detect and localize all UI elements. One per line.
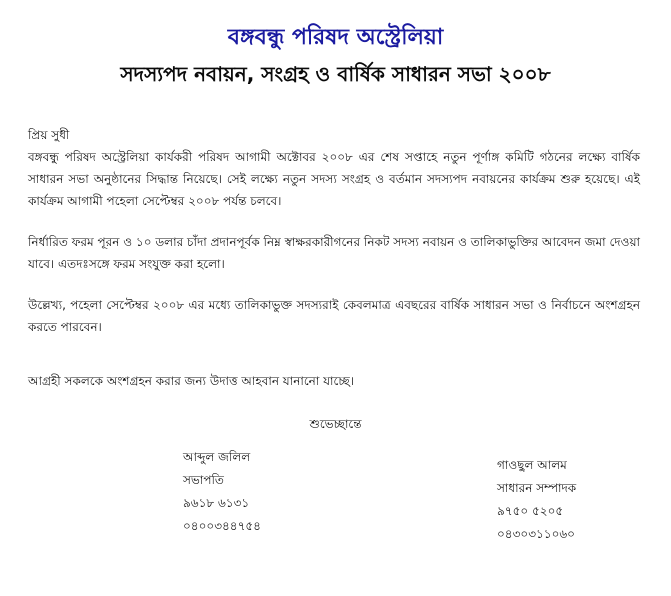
paragraph-4: আগ্রহী সকলকে অংশগ্রহন করার জন্য উদাত্ত আহবান যানানো যাচ্ছে। bbox=[28, 374, 354, 388]
subject-title: সদস্যপদ নবায়ন, সংগ্রহ ও বার্ষিক সাধারন সভা ২০০৮ bbox=[120, 62, 551, 86]
signatory-phone: ৯৬১৮ ৬১৩১ bbox=[183, 496, 250, 510]
signatory-president bbox=[183, 446, 261, 538]
paragraph-1: বঙ্গবন্ধু পরিষদ অস্ট্রেলিয়া কার্যকরী পরিষদ আগামী অক্টোবর ২০০৮ এর শেষ সপ্তাহে নতুন পূর্ণাঙ্গ কমিটি গঠনের লক্ষ্যে বার্ষিক সাধারন সভা অনুষ্ঠানের সিদ্ধান্ত নিয়েছে। সেই লক্ষ্যে নতুন সদস্য সংগ্রহ ও বর্তমান সদস্যপদ নবায়নের কার্যক্রম শুরু হয়েছে। এই কার্যক্রম আগামী পহেলা সেপ্টেম্বর ২০০৮ পর্যন্ত চলবে। bbox=[28, 150, 640, 208]
signatory-secretary bbox=[497, 454, 576, 546]
signatory-name: আব্দুল জলিল bbox=[183, 450, 251, 464]
signatory-name: গাওছুল আলম bbox=[497, 458, 567, 472]
signatory-mobile: ০৪০০৩৪৪৭৫৪ bbox=[183, 519, 261, 533]
paragraph-3: উল্লেখ্য, পহেলা সেপ্টেম্বর ২০০৮ এর মধ্যে তালিকাভুক্ত সদস্যরাই কেবলমাত্র এবছরের বার্ষিক সাধারন সভা ও নির্বাচনে অংশগ্রহন করতে পারবেন। bbox=[28, 298, 640, 334]
salutation: প্রিয় সুধী bbox=[28, 128, 70, 142]
signatory-title: সভাপতি bbox=[183, 473, 224, 487]
closing-line: শুভেচ্ছান্তে bbox=[309, 417, 362, 431]
signatory-phone: ৯৭৫০ ৫২০৫ bbox=[497, 504, 564, 518]
paragraph-2: নির্ধারিত ফরম পূরন ও ১০ ডলার চাঁদা প্রদানপূর্বক নিম্ন স্বাক্ষরকারীগনের নিকট সদস্য নবায়ন ও তালিকাভুক্তির আবেদন জমা দেওয়া যাবে। এতদঃসঙ্গে ফরম সংযুক্ত করা হলো। bbox=[28, 235, 640, 271]
signatory-mobile: ০৪৩০৩১১০৬০ bbox=[497, 527, 575, 541]
signatory-title: সাধারন সম্পাদক bbox=[497, 481, 577, 495]
organization-title: বঙ্গবন্ধু পরিষদ অস্ট্রেলিয়া bbox=[227, 25, 444, 50]
